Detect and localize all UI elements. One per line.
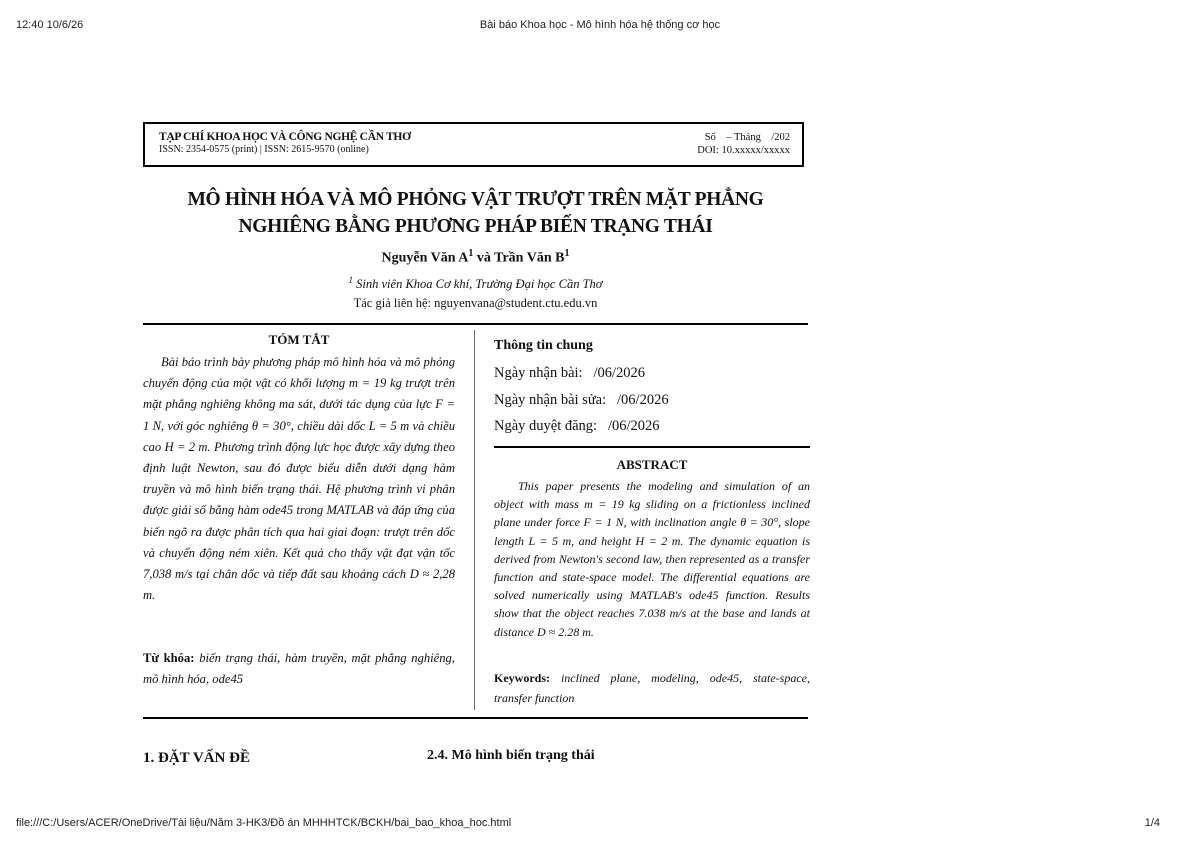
info-received: Ngày nhận bài: /06/2026 bbox=[494, 365, 646, 381]
tomtat-body: Bài báo trình bày phương pháp mô hình hóa và mô phỏng chuyển động của một vật có khối lượng m = 19 kg trượt trên mặt phẳng nghiêng không ma sát, dưới tác dụng của lực F = 1 N, với góc nghiêng θ = 30°, chiều dài dốc L = 5 m và chiều cao H = 2 m. Phương trình động lực học được xây dựng theo định luật Newton, sau đó được biểu diễn dưới dạng hàm truyền và mô hình biến trạng thái. Hệ phương trình vi phân được giải số bằng hàm ode45 trong MATLAB và đáp ứng của biến ngõ ra được phân tích qua hai giai đoạn: trượt trên dốc và chuyển động ném xiên. Kết quả cho thấy vật đạt vận tốc 7,038 m/s tại chân dốc và tiếp đất sau khoảng cách D ≈ 2,28 m. bbox=[143, 355, 455, 603]
paper-title-line2: NGHIÊNG BẰNG PHƯƠNG PHÁP BIẾN TRẠNG THÁI bbox=[238, 216, 713, 237]
journal-issue-info bbox=[697, 131, 790, 157]
keywords-vn bbox=[143, 648, 455, 690]
journal-issue: Số – Tháng /202 bbox=[704, 132, 790, 143]
journal-header-box bbox=[143, 122, 804, 167]
keywords-en-label: Keywords: bbox=[494, 671, 550, 685]
keywords-en bbox=[494, 668, 810, 708]
info-accepted: Ngày duyệt đăng: /06/2026 bbox=[494, 418, 660, 434]
keywords-vn-label: Từ khóa: bbox=[143, 651, 195, 665]
header-divider bbox=[143, 323, 808, 325]
affiliation bbox=[143, 275, 808, 292]
print-datetime: 12:40 10/6/26 bbox=[16, 19, 84, 31]
body-divider bbox=[143, 717, 808, 719]
info-heading: Thông tin chung bbox=[494, 338, 593, 353]
paper-title bbox=[143, 186, 808, 240]
keywords-vn-text: biến trạng thái, hàm truyền, mặt phẳng nghiêng, mô hình hóa, ode45 bbox=[143, 651, 455, 686]
author-2: Trần Văn B bbox=[494, 250, 565, 266]
column-divider bbox=[474, 330, 475, 710]
paper-title-line1: MÔ HÌNH HÓA VÀ MÔ PHỎNG VẬT TRƯỢT TRÊN MẶT PHẲNG bbox=[187, 189, 764, 210]
authors bbox=[143, 248, 808, 267]
section-heading-2-4: 2.4. Mô hình biến trạng thái bbox=[427, 748, 595, 763]
authors-conjunction: và bbox=[473, 250, 495, 266]
affiliation-text: Sinh viên Khoa Cơ khí, Trường Đại học Cần Thơ bbox=[356, 277, 603, 292]
author-1-sup: 1 bbox=[468, 248, 474, 259]
author-1: Nguyễn Văn A bbox=[381, 250, 469, 266]
section-heading-1: 1. ĐẶT VẤN ĐỀ bbox=[143, 750, 250, 766]
affiliation-sup: 1 bbox=[348, 275, 354, 285]
journal-issn: ISSN: 2354-0575 (print) | ISSN: 2615-9570 (online) bbox=[159, 144, 369, 155]
print-page-number: 1/4 bbox=[1144, 817, 1160, 829]
keywords-en-text: inclined plane, modeling, ode45, state-space, transfer function bbox=[494, 671, 810, 705]
info-revised: Ngày nhận bài sửa: /06/2026 bbox=[494, 392, 669, 408]
info-divider bbox=[494, 446, 810, 448]
tomtat-heading: TÓM TẮT bbox=[268, 332, 330, 347]
journal-doi: DOI: 10.xxxxx/xxxxx bbox=[697, 145, 790, 156]
journal-name: TẠP CHÍ KHOA HỌC VÀ CÔNG NGHỆ CẦN THƠ bbox=[159, 131, 411, 143]
abstract-body: This paper presents the modeling and simulation of an object with mass m = 19 kg sliding on a frictionless inclined plane under force F = 1 N, with inclination angle θ = 30°, slope length L = 5 m, and height H = 2 m. The dynamic equation is derived from Newton's second law, then represented as a transfer function and state-space model. The differential equations are solved numerically using MATLAB's ode45 function. Results show that the object reaches 7.038 m/s at the base and lands at distance D ≈ 2.28 m. bbox=[494, 479, 810, 639]
author-2-sup: 1 bbox=[564, 248, 570, 259]
abstract-heading: ABSTRACT bbox=[616, 457, 688, 472]
contact-author: Tác giả liên hệ: nguyenvana@student.ctu.edu.vn bbox=[353, 296, 598, 310]
print-file-path: file:///C:/Users/ACER/OneDrive/Tài liệu/Năm 3-HK3/Đồ án MHHHTCK/BCKH/bai_bao_khoa_hoc.html bbox=[16, 817, 512, 829]
print-page-title: Bài báo Khoa học - Mô hình hóa hệ thống cơ học bbox=[479, 19, 721, 31]
